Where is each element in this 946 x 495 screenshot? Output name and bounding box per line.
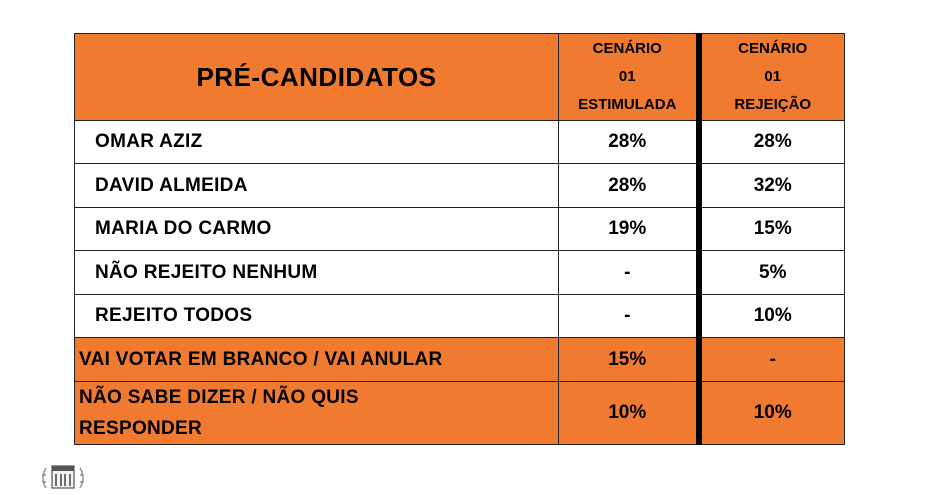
rejection-value: 10%	[699, 382, 845, 445]
stimulated-value: -	[559, 295, 699, 338]
header-col1-line1: CENÁRIO	[592, 40, 662, 57]
stimulated-value: 28%	[559, 121, 699, 164]
rejection-value: 32%	[699, 164, 845, 208]
header-col1-line3: ESTIMULADA	[578, 96, 677, 113]
laurel-building-logo-icon	[40, 462, 86, 490]
rejection-value: 10%	[699, 295, 845, 338]
footer-row	[75, 338, 845, 382]
stimulated-value: 10%	[559, 382, 699, 445]
option-name-line1: NÃO SABE DIZER / NÃO QUIS	[79, 387, 359, 408]
option-name-line2: RESPONDER	[79, 418, 203, 439]
stimulated-value: -	[559, 251, 699, 295]
candidate-name: REJEITO TODOS	[75, 295, 559, 338]
stimulated-value: 19%	[559, 208, 699, 251]
rejection-value: 5%	[699, 251, 845, 295]
footer-row	[75, 382, 845, 445]
option-name: VAI VOTAR EM BRANCO / VAI ANULAR	[75, 338, 559, 382]
stimulated-value: 15%	[559, 338, 699, 382]
table-row	[75, 251, 845, 295]
stimulated-value: 28%	[559, 164, 699, 208]
rejection-value: 28%	[699, 121, 845, 164]
header-col1-line2: 01	[618, 68, 636, 85]
header-col2-line3: REJEIÇÃO	[734, 96, 812, 113]
header-scenario-rejection	[699, 34, 845, 121]
rejection-value: 15%	[699, 208, 845, 251]
header-col2-line2: 01	[764, 68, 782, 85]
header-scenario-stimulated	[559, 34, 699, 121]
header-row	[75, 34, 845, 121]
table-row	[75, 295, 845, 338]
header-candidates: PRÉ-CANDIDATOS	[75, 34, 559, 121]
candidate-name: OMAR AZIZ	[75, 121, 559, 164]
candidate-name: NÃO REJEITO NENHUM	[75, 251, 559, 295]
candidate-name: DAVID ALMEIDA	[75, 164, 559, 208]
option-name	[75, 382, 559, 445]
rejection-value: -	[699, 338, 845, 382]
header-col2-line1: CENÁRIO	[738, 40, 808, 57]
candidate-name: MARIA DO CARMO	[75, 208, 559, 251]
poll-table	[74, 33, 845, 445]
table-row	[75, 164, 845, 208]
table-row	[75, 208, 845, 251]
table-row	[75, 121, 845, 164]
